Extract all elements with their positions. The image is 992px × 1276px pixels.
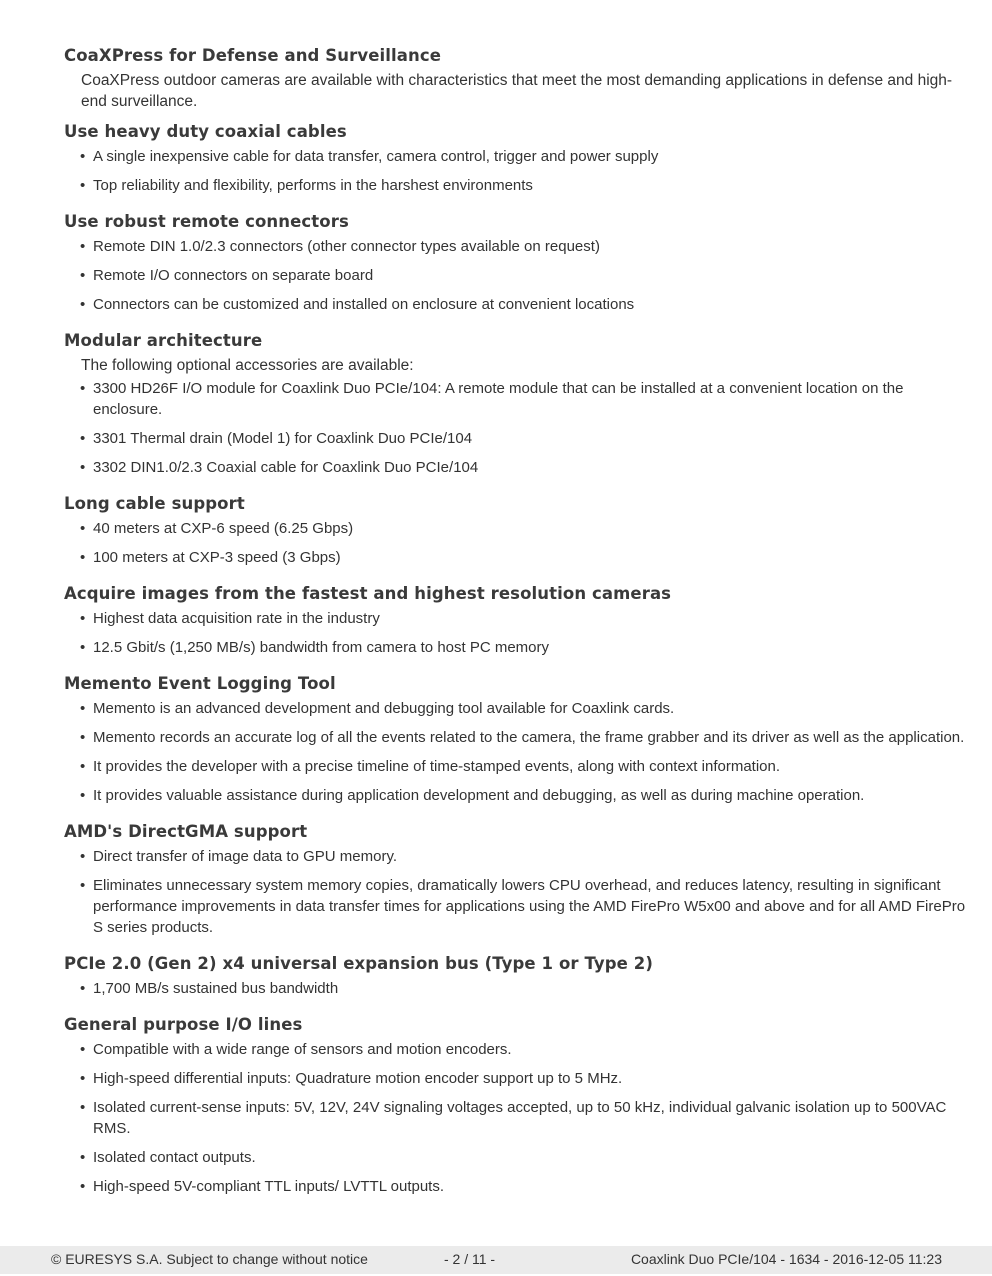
bullet-icon: • [80, 238, 86, 255]
list-item [64, 978, 970, 999]
bullet-icon: • [80, 1149, 86, 1166]
bullet-icon: • [80, 177, 86, 194]
list-item [64, 236, 970, 257]
list-item [64, 518, 970, 539]
bullet-icon: • [80, 296, 86, 313]
bullet-icon: • [80, 980, 86, 997]
bullet-icon: • [80, 148, 86, 165]
list-item-text: 12.5 Gbit/s (1,250 MB/s) bandwidth from camera to host PC memory [93, 639, 550, 656]
bullet-icon: • [80, 549, 86, 566]
bullet-icon: • [80, 1041, 86, 1058]
list-item-text: Top reliability and flexibility, performs in the harshest environments [93, 177, 533, 194]
section-heading: Use heavy duty coaxial cables [64, 122, 347, 141]
list-item-text: Direct transfer of image data to GPU memory. [93, 848, 397, 865]
list-item [64, 547, 970, 568]
bullet-icon: • [80, 1178, 86, 1195]
list-item [64, 294, 970, 315]
list-item [64, 457, 970, 478]
list-item [64, 637, 970, 658]
bullet-icon: • [80, 610, 86, 627]
list-item [64, 1039, 970, 1060]
section [64, 492, 970, 582]
section-heading: PCIe 2.0 (Gen 2) x4 universal expansion bus (Type 1 or Type 2) [64, 954, 653, 973]
section [64, 120, 970, 210]
list-item-text: 3302 DIN1.0/2.3 Coaxial cable for Coaxlink Duo PCIe/104 [93, 459, 479, 476]
list-item-text: A single inexpensive cable for data transfer, camera control, trigger and power supply [93, 148, 659, 165]
list-item-text: 100 meters at CXP-3 speed (3 Gbps) [93, 549, 341, 566]
list-item-text: It provides the developer with a precise timeline of time-stamped events, along with context information. [93, 758, 781, 775]
section [64, 672, 970, 820]
section [64, 952, 970, 1013]
list-item [64, 756, 970, 777]
list-item [64, 785, 970, 806]
section-intro-text: The following optional accessories are available: [81, 357, 414, 374]
list-item [64, 608, 970, 629]
list-item [64, 378, 970, 420]
section-heading: AMD's DirectGMA support [64, 822, 308, 841]
bullet-list [64, 846, 970, 938]
list-item [64, 727, 970, 748]
list-item-text: Compatible with a wide range of sensors and motion encoders. [93, 1041, 512, 1058]
list-item-text: 3301 Thermal drain (Model 1) for Coaxlink Duo PCIe/104 [93, 430, 473, 447]
section-heading: General purpose I/O lines [64, 1015, 303, 1034]
document-body [64, 44, 970, 1211]
bullet-list [64, 146, 970, 196]
section [64, 820, 970, 952]
list-item-text: Remote I/O connectors on separate board [93, 267, 374, 284]
bullet-list [64, 698, 970, 806]
bullet-icon: • [80, 1070, 86, 1087]
footer-document-info: Coaxlink Duo PCIe/104 - 1634 - 2016-12-05 11:23 [630, 1251, 942, 1267]
list-item-text: High-speed 5V-compliant TTL inputs/ LVTTL outputs. [93, 1178, 445, 1195]
bullet-list [64, 236, 970, 315]
list-item-text: Isolated current-sense inputs: 5V, 12V, 24V signaling voltages accepted, up to 50 kHz, individual galvanic isolation up to 500VAC RMS. [93, 1099, 947, 1137]
bullet-list [64, 518, 970, 568]
section-heading: Long cable support [64, 494, 245, 513]
bullet-icon: • [80, 380, 86, 397]
list-item-text: High-speed differential inputs: Quadrature motion encoder support up to 5 MHz. [93, 1070, 623, 1087]
page-footer [0, 1246, 992, 1274]
list-item-text: 40 meters at CXP-6 speed (6.25 Gbps) [93, 520, 354, 537]
section [64, 582, 970, 672]
bullet-icon: • [80, 267, 86, 284]
list-item-text: Memento records an accurate log of all the events related to the camera, the frame grabber and its driver as well as the application. [93, 729, 965, 746]
section-heading: Memento Event Logging Tool [64, 674, 336, 693]
bullet-icon: • [80, 848, 86, 865]
list-item [64, 1068, 970, 1089]
list-item-text: 3300 HD26F I/O module for Coaxlink Duo PCIe/104: A remote module that can be installed at a convenient location on the enclosure. [93, 380, 904, 418]
list-item-text: Connectors can be customized and installed on enclosure at convenient locations [93, 296, 635, 313]
bullet-icon: • [80, 639, 86, 656]
bullet-icon: • [80, 729, 86, 746]
list-item [64, 265, 970, 286]
section-heading: Use robust remote connectors [64, 212, 349, 231]
section-heading: Acquire images from the fastest and highest resolution cameras [64, 584, 672, 603]
bullet-icon: • [80, 1099, 86, 1116]
bullet-icon: • [80, 758, 86, 775]
list-item [64, 1147, 970, 1168]
bullet-list [64, 378, 970, 478]
bullet-icon: • [80, 520, 86, 537]
bullet-list [64, 978, 970, 999]
bullet-icon: • [80, 700, 86, 717]
list-item-text: Remote DIN 1.0/2.3 connectors (other connector types available on request) [93, 238, 600, 255]
section-heading: Modular architecture [64, 331, 263, 350]
section-intro-text: CoaXPress outdoor cameras are available with characteristics that meet the most demanding applications in defense and high-end surveillance. [81, 72, 953, 110]
section [64, 44, 970, 120]
list-item [64, 175, 970, 196]
section [64, 210, 970, 329]
bullet-icon: • [80, 430, 86, 447]
list-item [64, 875, 970, 938]
list-item-text: It provides valuable assistance during application development and debugging, as well as during machine operation. [93, 787, 865, 804]
section-spacer [64, 1205, 970, 1211]
bullet-list [64, 1039, 970, 1197]
section [64, 1013, 970, 1211]
list-item [64, 428, 970, 449]
list-item [64, 846, 970, 867]
list-item [64, 146, 970, 167]
bullet-icon: • [80, 459, 86, 476]
list-item-text: Isolated contact outputs. [93, 1149, 256, 1166]
list-item-text: Highest data acquisition rate in the industry [93, 610, 380, 627]
list-item-text: Eliminates unnecessary system memory copies, dramatically lowers CPU overhead, and reduces latency, resulting in significant performance improvements in data transfer times for applications using the AMD FirePro W5x00 and above and for all AMD FirePro S series products. [93, 877, 966, 936]
footer-copyright: © EURESYS S.A. Subject to change without notice [51, 1251, 368, 1267]
list-item-text: 1,700 MB/s sustained bus bandwidth [93, 980, 339, 997]
bullet-list [64, 608, 970, 658]
section-heading: CoaXPress for Defense and Surveillance [64, 46, 442, 65]
footer-page-number: - 2 / 11 - [444, 1251, 496, 1267]
list-item [64, 1097, 970, 1139]
list-item [64, 698, 970, 719]
section [64, 329, 970, 492]
bullet-icon: • [80, 877, 86, 894]
list-item-text: Memento is an advanced development and debugging tool available for Coaxlink cards. [93, 700, 675, 717]
bullet-icon: • [80, 787, 86, 804]
list-item [64, 1176, 970, 1197]
